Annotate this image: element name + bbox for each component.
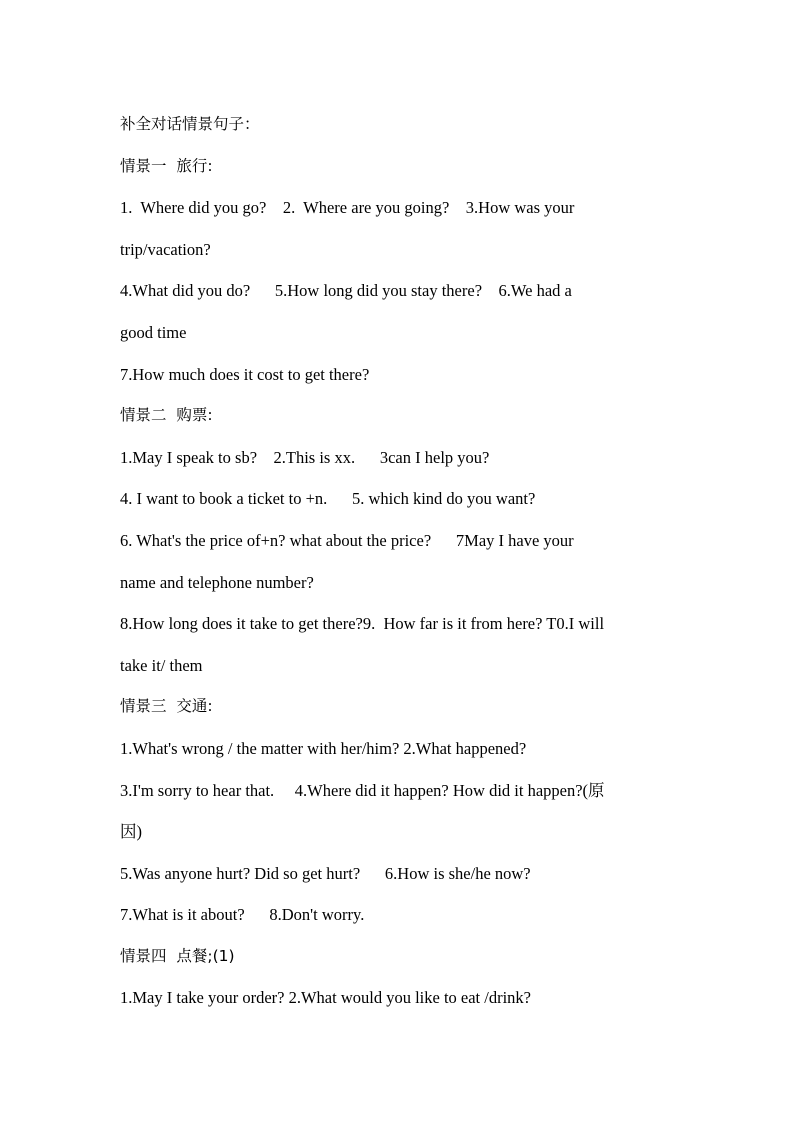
text-line: 3.I'm sorry to hear that. 4.Where did it happen? How did it happen?(原 — [120, 780, 605, 800]
text-line: 1.May I speak to sb? 2.This is xx. 3can I help you? — [120, 447, 490, 467]
text-line: 4.What did you do? 5.How long did you stay there? 6.We had a — [120, 281, 572, 301]
text-line: 6. What's the price of+n? what about the price? 7May I have your — [120, 530, 574, 550]
text-line: 1.May I take your order? 2.What would you like to eat /drink? — [120, 988, 532, 1008]
section-heading-travel: 情景一 旅行: — [120, 156, 213, 175]
document-body — [120, 104, 680, 1019]
text-line: 因) — [120, 822, 142, 842]
text-line: trip/vacation? — [120, 239, 211, 259]
text-line: 7.What is it about? 8.Don't worry. — [120, 905, 365, 925]
text-line: 1. Where did you go? 2. Where are you going? 3.How was your — [120, 198, 575, 218]
text-line: 7.How much does it cost to get there? — [120, 364, 370, 384]
section-heading-traffic: 情景三 交通: — [120, 697, 213, 716]
text-line: 4. I want to book a ticket to +n. 5. which kind do you want? — [120, 489, 536, 509]
section-heading-tickets: 情景二 购票: — [120, 406, 213, 425]
section-heading-ordering: 情景四 点餐;(1) — [120, 946, 235, 965]
document-title: 补全对话情景句子： — [120, 115, 260, 133]
text-line: good time — [120, 322, 187, 342]
text-line: 5.Was anyone hurt? Did so get hurt? 6.How is she/he now? — [120, 863, 531, 883]
text-line: name and telephone number? — [120, 572, 314, 592]
text-line: 8.How long does it take to get there?9. How far is it from here? T0.I will — [120, 614, 605, 634]
text-line: take it/ them — [120, 655, 203, 675]
text-line: 1.What's wrong / the matter with her/him? 2.What happened? — [120, 738, 527, 758]
